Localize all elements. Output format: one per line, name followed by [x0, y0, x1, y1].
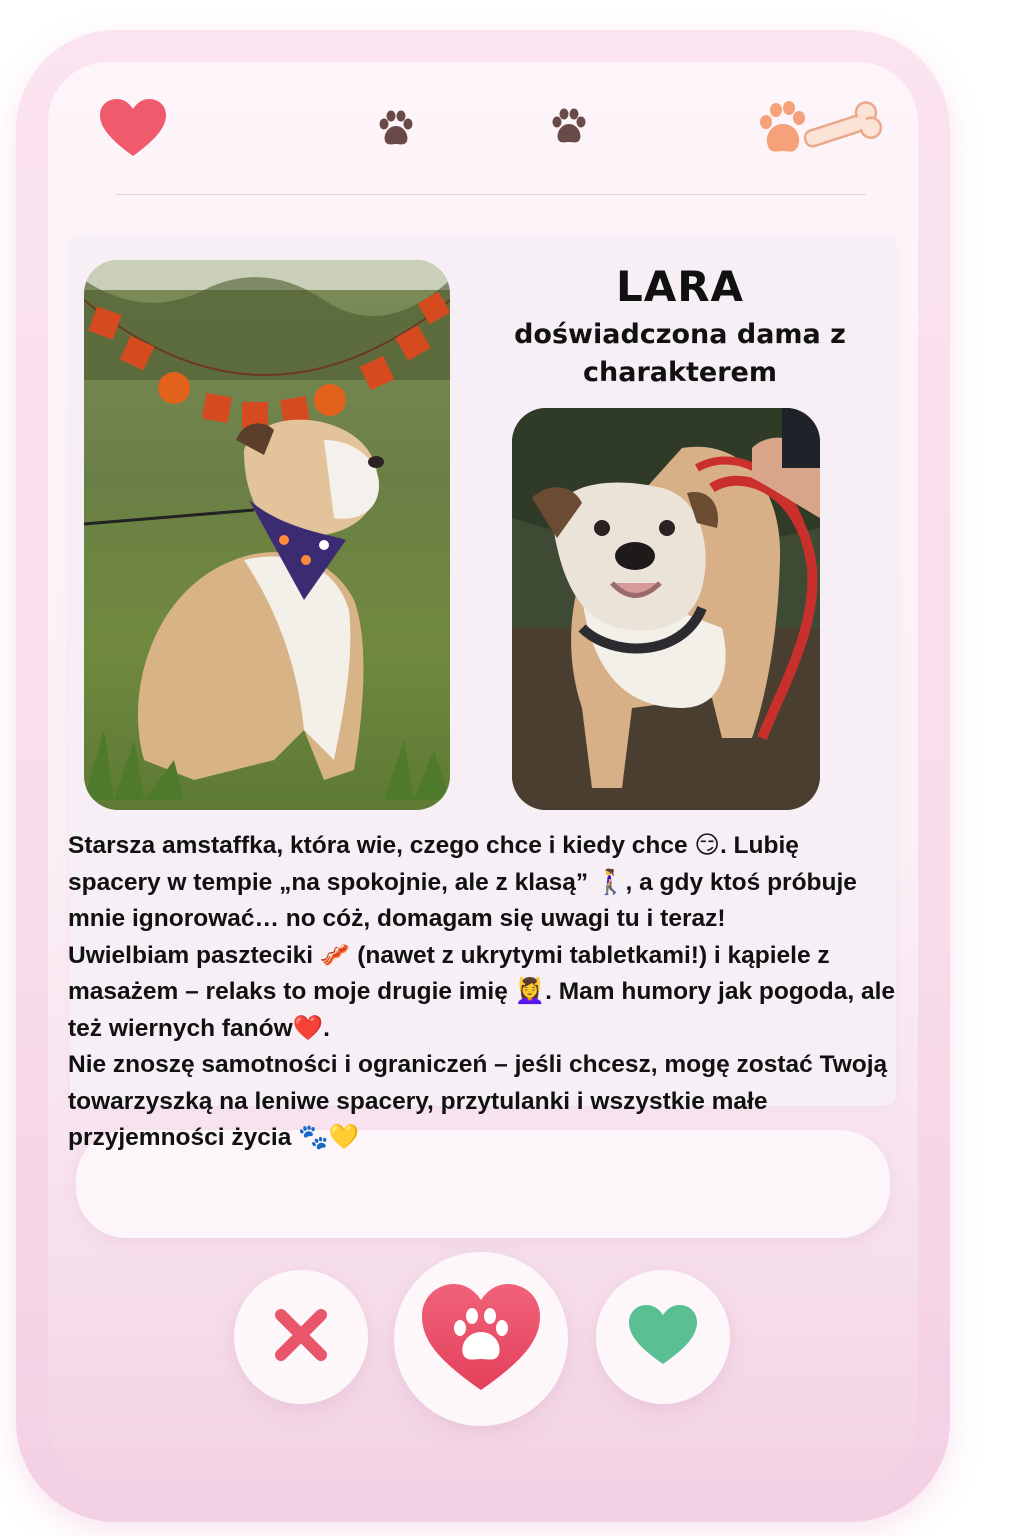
bio-paragraph: Starsza amstaffka, która wie, czego chce i kiedy chce 😏. Lubię spacery w tempie „na spokojnie, ale z klasą” 🚶‍♀️, a gdy ktoś próbuje mnie ignorować… no cóż, domagam się uwagi tu i teraz!: [68, 832, 857, 932]
superlike-button[interactable]: [394, 1252, 568, 1426]
bio-paragraph: Nie znoszę samotności i ograniczeń – jeśli chcesz, mogę zostać Twoją towarzyszką na leniwe spacery, przytulanki i wszystkie małe przyjemności życia 🐾💛: [68, 1051, 888, 1151]
paw-bone-icon[interactable]: [758, 98, 888, 162]
dog-photo-sitting[interactable]: [84, 260, 450, 810]
profile-bio: [68, 828, 898, 1157]
bio-paragraph: Uwielbiam paszteciki 🥓 (nawet z ukrytymi tabletkami!) i kąpiele z masażem – relaks to moje drugie imię 💆‍♀️. Mam humory jak pogoda, ale też wiernych fanów❤️.: [68, 941, 896, 1042]
like-button[interactable]: [596, 1270, 730, 1404]
dislike-button[interactable]: [234, 1270, 368, 1404]
paw-icon[interactable]: [549, 108, 589, 146]
heart-icon: [627, 1304, 699, 1371]
heart-paw-icon: [420, 1282, 542, 1397]
paw-icon[interactable]: [376, 110, 416, 148]
close-icon: [271, 1305, 331, 1370]
profile-name: LARA: [615, 262, 745, 311]
dog-photo-standing[interactable]: [512, 408, 820, 810]
profile-subtitle: doświadczona dama z charakterem: [514, 319, 846, 388]
heart-icon[interactable]: [98, 98, 168, 158]
header-divider: [116, 194, 866, 195]
